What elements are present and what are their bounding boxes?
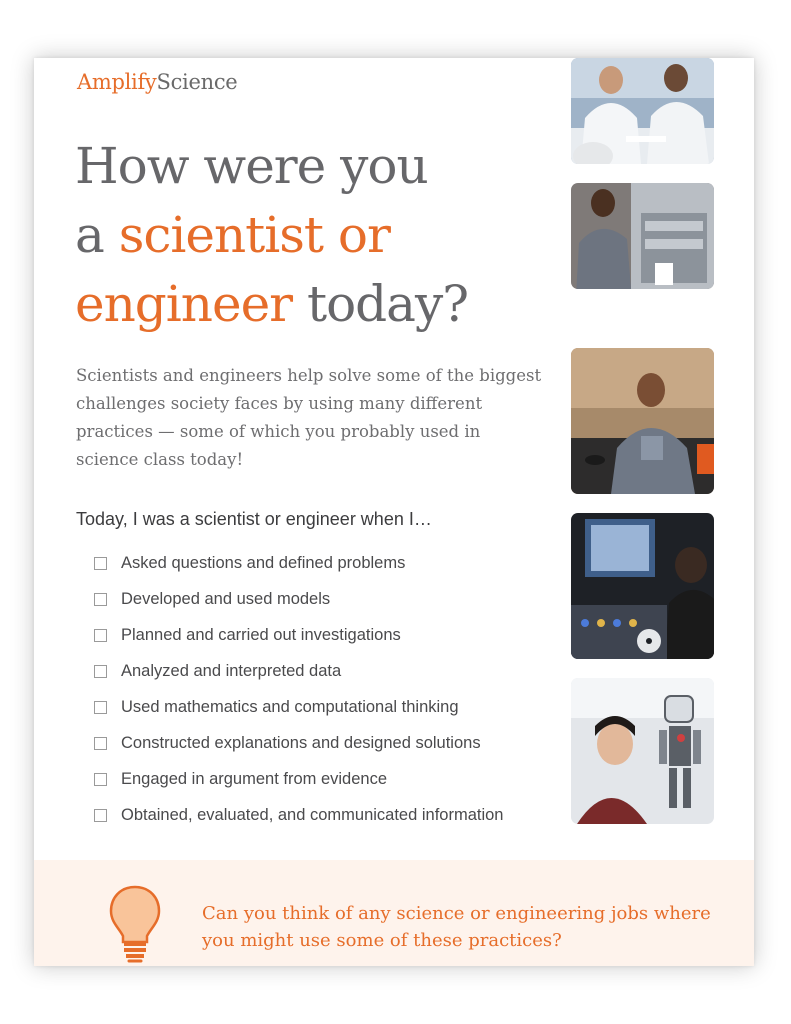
student-computer-photo <box>571 348 714 494</box>
checklist-item[interactable] <box>94 653 503 689</box>
checkbox[interactable] <box>94 557 107 570</box>
checkbox[interactable] <box>94 665 107 678</box>
checklist-item[interactable] <box>94 581 503 617</box>
student-lab-equipment-photo <box>571 183 714 289</box>
checklist-item-label: Obtained, evaluated, and communicated information <box>121 806 504 825</box>
checklist-item-label: Asked questions and defined problems <box>121 553 406 572</box>
logo-product: Science <box>156 70 238 94</box>
student-robot-photo <box>571 678 714 824</box>
checkbox[interactable] <box>94 809 107 822</box>
logo-brand: Amplify <box>77 70 157 94</box>
title-line-2-prefix: a <box>75 206 119 264</box>
worksheet-page <box>34 58 754 966</box>
lab-team-photo <box>571 58 714 164</box>
page-title <box>75 132 545 339</box>
checklist-item-label: Planned and carried out investigations <box>121 625 401 644</box>
checklist-item[interactable] <box>94 798 503 834</box>
checkbox[interactable] <box>94 737 107 750</box>
title-line-3-accent: engineer <box>75 275 293 333</box>
amplify-science-logo <box>77 70 237 94</box>
checkbox[interactable] <box>94 629 107 642</box>
checklist-item[interactable] <box>94 689 503 725</box>
checklist-item-label: Engaged in argument from evidence <box>121 770 387 789</box>
practices-checklist <box>94 545 503 834</box>
checkbox[interactable] <box>94 701 107 714</box>
checklist-item-label: Constructed explanations and designed solutions <box>121 734 481 753</box>
checkbox[interactable] <box>94 773 107 786</box>
checklist-item-label: Developed and used models <box>121 589 331 608</box>
title-line-2-accent: scientist or <box>118 206 390 264</box>
student-audio-mixer-photo <box>571 513 714 659</box>
reflection-question: Can you think of any science or engineering jobs where you might use some of these practices? <box>202 903 711 951</box>
lightbulb-icon <box>108 884 162 964</box>
checklist-item[interactable] <box>94 762 503 798</box>
intro-paragraph: Scientists and engineers help solve some of the biggest challenges society faces by using many different practices — some of which you probably used in science class today! <box>76 366 542 469</box>
checklist-prompt: Today, I was a scientist or engineer when I… <box>76 509 432 529</box>
checklist-item[interactable] <box>94 545 503 581</box>
checklist-item[interactable] <box>94 725 503 761</box>
checklist-item-label: Analyzed and interpreted data <box>121 661 342 680</box>
title-line-1: How were you <box>75 137 428 195</box>
checkbox[interactable] <box>94 593 107 606</box>
checklist-item[interactable] <box>94 617 503 653</box>
reflection-footer <box>34 860 754 966</box>
checklist-item-label: Used mathematics and computational thinking <box>121 697 459 716</box>
title-line-3-suffix: today? <box>292 275 469 333</box>
